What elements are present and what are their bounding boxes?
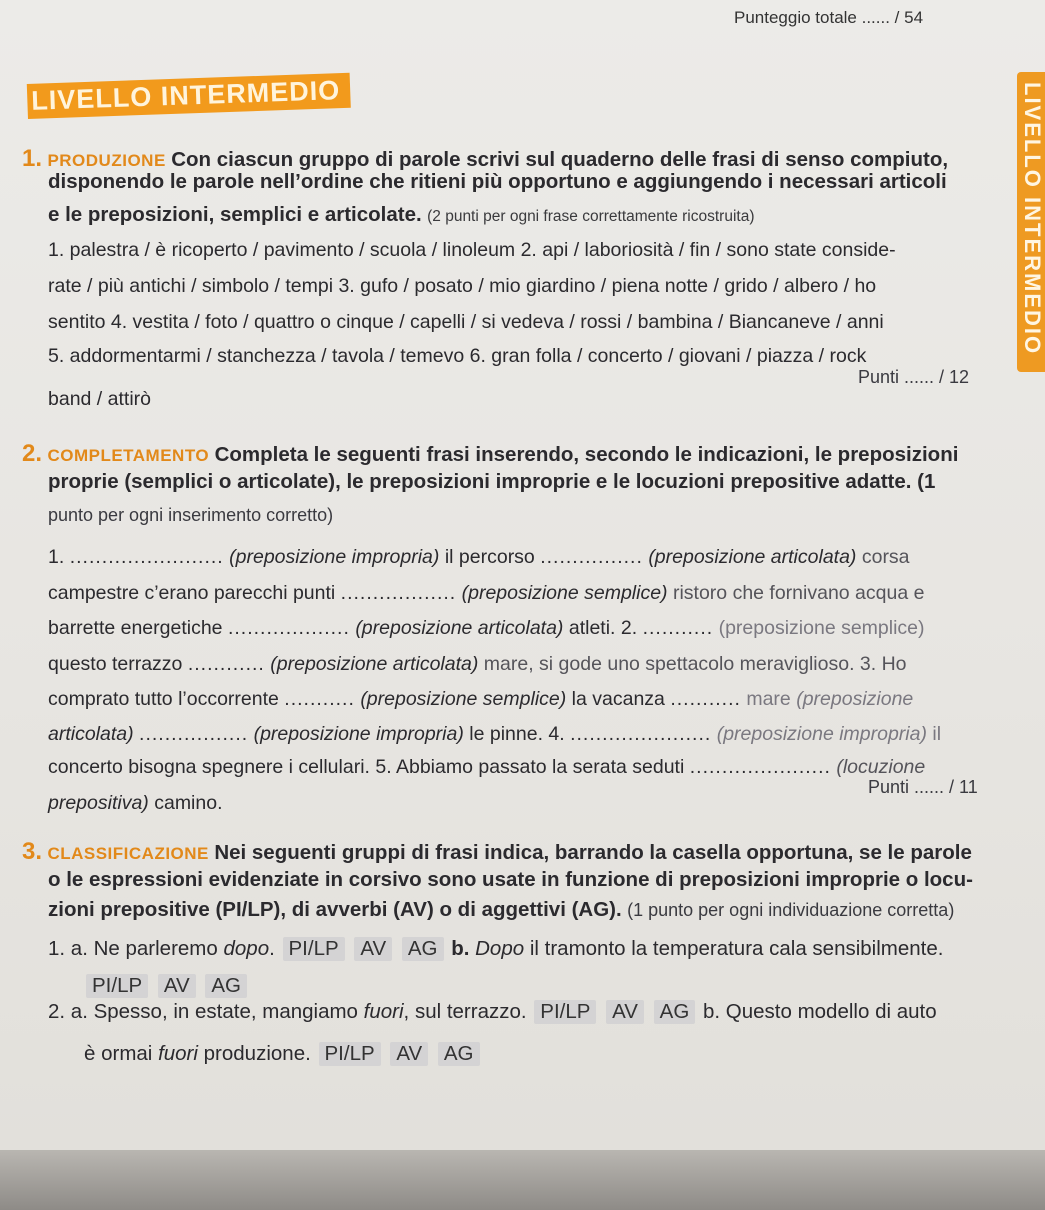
question-text: 2. a. Spesso, in estate, mangiamo <box>48 1000 358 1023</box>
ex2-line-8 <box>48 792 223 815</box>
ex1-body-2: rate / più antichi / simbolo / tempi 3. gufo / posato / mio giardino / piena notte / grido / albero / ho <box>48 275 877 297</box>
hint-text: (preposizione semplice) <box>360 688 567 710</box>
option-ag-checkbox[interactable]: AG <box>654 1000 696 1024</box>
hint-text: (preposizione impropria) <box>253 723 464 745</box>
hint-text: prepositiva) <box>48 792 149 814</box>
question-text: il tramonto la temperatura cala sensibilmente. <box>529 937 944 960</box>
blank-field[interactable]: ........... <box>642 617 714 639</box>
question-text: . <box>269 937 275 960</box>
ex3-question-2a <box>48 1000 937 1024</box>
sentence-text: il <box>932 723 942 745</box>
highlighted-word: fuori <box>363 1000 404 1023</box>
sentence-text: la vacanza <box>571 688 665 710</box>
option-pi-lp-checkbox[interactable]: PI/LP <box>534 1000 596 1024</box>
blank-field[interactable]: ...................... <box>689 756 831 778</box>
blank-field[interactable]: ........... <box>284 688 355 710</box>
blank-field[interactable]: ................. <box>139 723 249 745</box>
hint-text: (preposizione articolata) <box>648 546 857 568</box>
ex2-points: Punti ...... / 11 <box>868 777 978 797</box>
ex1-instruction-3: e le preposizioni, semplici e articolate. <box>48 203 422 226</box>
hint-text: (preposizione articolata) <box>270 653 479 675</box>
blank-field[interactable]: .................. <box>340 582 457 604</box>
hint-text: (preposizione impropria) <box>229 546 440 568</box>
highlighted-word: dopo <box>223 937 270 960</box>
ex1-number: 1. <box>22 145 43 172</box>
ex1-body-1: 1. palestra / è ricoperto / pavimento / scuola / linoleum 2. api / laboriosità / fin / sono state conside- <box>48 239 896 261</box>
ex2-line-2 <box>48 582 924 605</box>
ex2-number: 2. <box>22 440 43 467</box>
ex2-line-4 <box>48 653 907 676</box>
blank-field[interactable]: ........................ <box>69 546 224 568</box>
sentence-text: comprato tutto l’occorrente <box>48 688 279 710</box>
sentence-text: concerto bisogna spegnere i cellulari. 5. Abbiamo passato la serata seduti <box>48 756 685 778</box>
ex1-instruction-line-1 <box>22 145 948 173</box>
ex2-line-1 <box>48 546 910 569</box>
ex2-line-6 <box>48 723 941 746</box>
option-ag-checkbox[interactable]: AG <box>402 937 444 961</box>
score-total: Punteggio totale ...... / 54 <box>734 8 924 27</box>
option-ag-checkbox[interactable]: AG <box>205 974 247 998</box>
ex1-points: Punti ...... / 12 <box>858 367 970 387</box>
ex2-line-5 <box>48 688 913 711</box>
sentence-text: mare, si gode uno spettacolo meraviglioso. 3. Ho <box>483 653 907 675</box>
sentence-text: corsa <box>861 546 910 568</box>
ex2-line-7 <box>48 756 925 779</box>
side-level-tab <box>1017 72 1045 372</box>
ex3-instruction-2: o le espressioni evidenziate in corsivo sono usate in funzione di preposizioni improprie o locu- <box>48 868 973 891</box>
page-bottom-edge <box>0 1150 1045 1210</box>
highlighted-word: Dopo <box>475 937 525 960</box>
ex1-tag: PRODUZIONE <box>47 151 166 170</box>
ex3-instruction-note: (1 punto per ogni individuazione corretta) <box>627 900 955 920</box>
blank-field[interactable]: ...................... <box>570 723 712 745</box>
sentence-text: il percorso <box>444 546 535 568</box>
ex1-instruction-2: disponendo le parole nell’ordine che ritieni più opportuno e aggiungendo i necessari articoli <box>48 170 947 193</box>
question-text: , sul terrazzo. <box>403 1000 527 1023</box>
ex3-question-2b <box>84 1042 482 1066</box>
hint-text: (locuzione <box>836 756 926 778</box>
sentence-text: campestre c’erano parecchi punti <box>48 582 336 604</box>
ex2-instruction-line-1 <box>22 440 958 468</box>
ex3-number: 3. <box>22 838 43 865</box>
option-pi-lp-checkbox[interactable]: PI/LP <box>319 1042 381 1066</box>
ex2-line-3 <box>48 617 925 640</box>
sentence-text: mare <box>746 688 791 710</box>
question-text: 1. a. Ne parleremo <box>48 937 218 960</box>
sentence-text: ristoro che fornivano acqua e <box>672 582 925 604</box>
sentence-text: questo terrazzo <box>48 653 183 675</box>
question-text: produzione. <box>203 1042 311 1065</box>
ex3-instruction-line-1 <box>22 838 972 866</box>
sentence-text: camino. <box>154 792 223 814</box>
ex2-instruction-3: punto per ogni inserimento corretto) <box>48 505 334 525</box>
sentence-text: le pinne. 4. <box>469 723 565 745</box>
blank-field[interactable]: ............ <box>187 653 265 675</box>
option-pi-lp-checkbox[interactable]: PI/LP <box>283 937 345 961</box>
hint-text: (preposizione articolata) <box>355 617 564 639</box>
ex3-tag: CLASSIFICAZIONE <box>47 844 209 863</box>
sentence-number: 1. <box>48 546 65 568</box>
level-banner: LIVELLO INTERMEDIO <box>27 73 351 119</box>
ex3-question-1a <box>48 937 943 961</box>
hint-text: (preposizione <box>796 688 914 710</box>
ex3-instruction-3: zioni prepositive (PI/LP), di avverbi (AV) o di aggettivi (AG). <box>48 898 622 921</box>
ex1-instruction-line-3 <box>48 203 754 227</box>
ex3-question-1b-options <box>84 974 249 998</box>
ex1-body-4: 5. addormentarmi / stanchezza / tavola / temevo 6. gran folla / concerto / giovani / piazza / rock <box>48 345 867 367</box>
blank-field[interactable]: ........... <box>670 688 741 710</box>
hint-text: (preposizione semplice) <box>718 617 925 639</box>
ex3-instruction-1: Nei seguenti gruppi di frasi indica, barrando la casella opportuna, se le parole <box>214 841 972 864</box>
question-letter: b. <box>451 937 470 960</box>
sentence-text: barrette energetiche <box>48 617 223 639</box>
ex1-instruction-note: (2 punti per ogni frase correttamente ricostruita) <box>427 208 755 225</box>
ex2-instruction-1: Completa le seguenti frasi inserendo, secondo le indicazioni, le preposizioni <box>214 443 959 466</box>
ex3-instruction-line-3 <box>48 898 954 922</box>
hint-text: (preposizione impropria) <box>716 723 927 745</box>
option-av-checkbox[interactable]: AV <box>354 937 392 961</box>
sentence-text: atleti. 2. <box>568 617 638 639</box>
ex1-body-5: band / attirò <box>48 388 151 410</box>
ex2-tag: COMPLETAMENTO <box>47 446 210 465</box>
blank-field[interactable]: ................ <box>540 546 643 568</box>
question-text: b. Questo modello di auto <box>703 1000 937 1023</box>
side-tab-label: LIVELLO INTERMEDIO <box>1020 82 1045 356</box>
ex2-instruction-2: proprie (semplici o articolate), le preposizioni improprie e le locuzioni prepositive adatte. (1 <box>48 470 936 493</box>
hint-text: articolata) <box>48 723 134 745</box>
option-av-checkbox[interactable]: AV <box>390 1042 428 1066</box>
ex1-instruction-1: Con ciascun gruppo di parole scrivi sul quaderno delle frasi di senso compiuto, <box>171 148 949 171</box>
question-text: è ormai <box>84 1042 153 1065</box>
option-av-checkbox[interactable]: AV <box>606 1000 644 1024</box>
option-av-checkbox[interactable]: AV <box>158 974 196 998</box>
option-ag-checkbox[interactable]: AG <box>438 1042 480 1066</box>
blank-field[interactable]: ................... <box>227 617 350 639</box>
ex1-body-3: sentito 4. vestita / foto / quattro o cinque / capelli / si vedeva / rossi / bambina / Biancaneve / anni <box>48 311 884 333</box>
highlighted-word: fuori <box>158 1042 198 1065</box>
option-pi-lp-checkbox[interactable]: PI/LP <box>86 974 148 998</box>
hint-text: (preposizione semplice) <box>461 582 668 604</box>
